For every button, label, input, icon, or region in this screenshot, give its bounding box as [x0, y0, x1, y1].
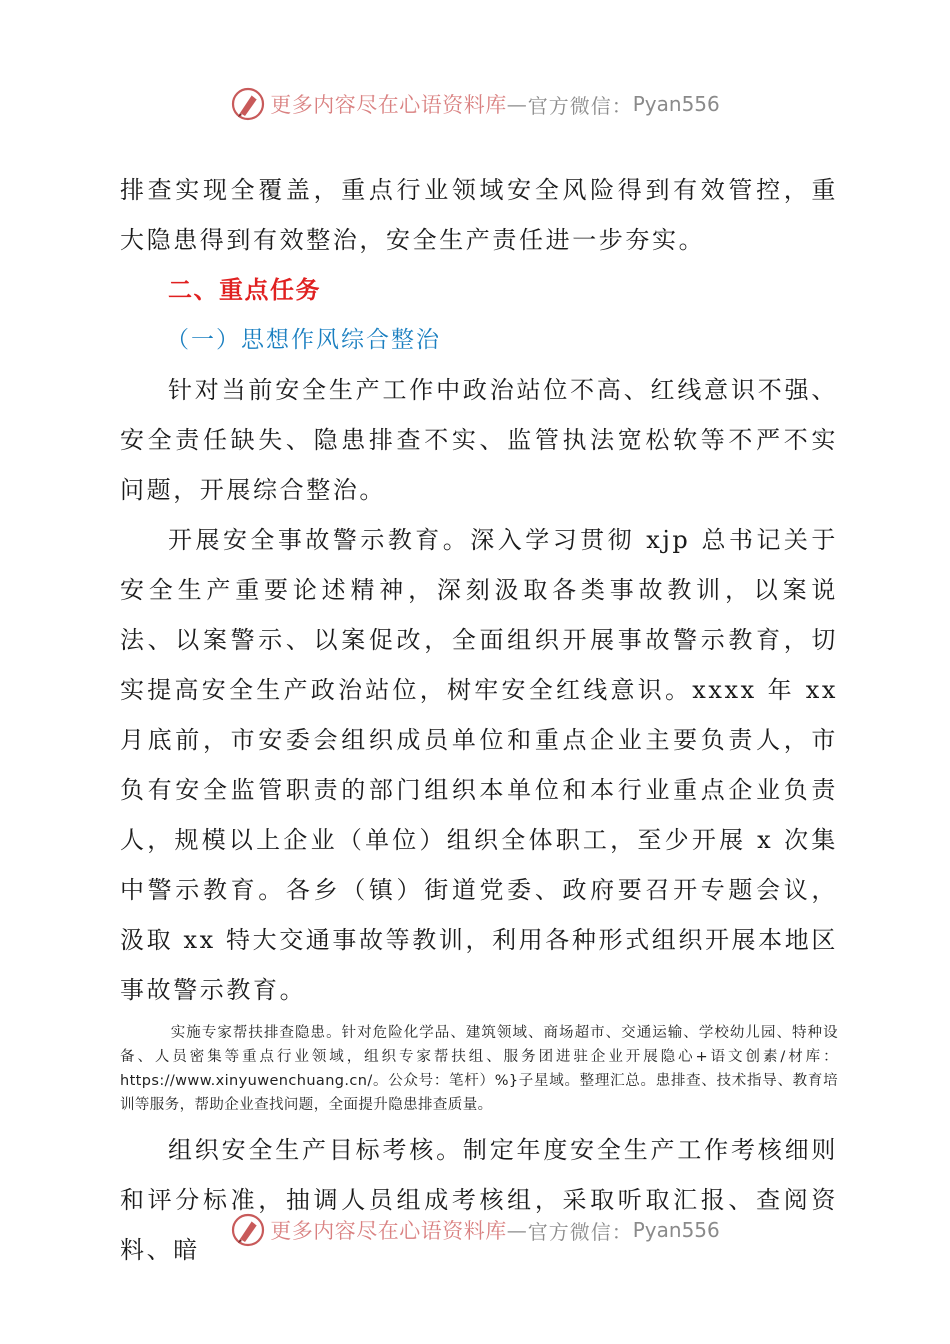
pen-nib-logo-icon: [230, 86, 266, 122]
header-watermark: [0, 84, 950, 124]
section-heading: 二、重点任务: [168, 276, 321, 304]
paragraph-intro: 针对当前安全生产工作中政治站位不高、红线意识不强、安全责任缺失、隐患排查不实、监管执法宽松软等不严不实问题，开展综合整治。: [120, 376, 838, 504]
watermark-wechat-label: 官方微信：: [527, 1219, 633, 1244]
watermark-dash: —: [506, 1218, 528, 1242]
footer-watermark: [0, 1210, 950, 1250]
watermark-wechat-id: Pyan556: [632, 1218, 720, 1242]
watermark-dash: —: [506, 92, 528, 116]
subsection-heading: （一）思想作风综合整治: [166, 327, 441, 353]
watermark-site-text: 更多内容尽在心语资料库: [270, 1219, 507, 1243]
small-note-paragraph: 实施专家帮扶排查隐患。针对危险化学品、建筑领域、商场超市、交通运输、学校幼儿园、特种设备、人员密集等重点行业领域，组织专家帮扶组、服务团进驻企业开展隐心+语文创素/材库：https://www.xinyuwenchuang.cn/。公众号：笔杆）%}子星域。整理汇总。患排查、技术指导、教育培训等服务，帮助企业查找问题，全面提升隐患排查质量。: [120, 1025, 838, 1113]
watermark-wechat-label: 官方微信：: [527, 93, 633, 118]
watermark-wechat-id: Pyan556: [632, 92, 720, 116]
pen-nib-logo-icon: [230, 1212, 266, 1248]
paragraph-assessment: 组织安全生产目标考核。制定年度安全生产工作考核细则和评分标准，抽调人员组成考核组，采取听取汇报、查阅资料、暗: [120, 1136, 838, 1264]
paragraph-warning-education: 开展安全事故警示教育。深入学习贯彻 xjp 总书记关于安全生产重要论述精神，深刻汲取各类事故教训，以案说法、以案警示、以案促改，全面组织开展事故警示教育，切实提高安全生产政治站位，树牢安全红线意识。xxxx 年 xx 月底前，市安委会组织成员单位和重点企业主要负责人，市负有安全监管职责的部门组织本单位和本行业重点企业负责人，规模以上企业（单位）组织全体职工，至少开展 x 次集中警示教育。各乡（镇）街道党委、政府要召开专题会议，汲取 xx 特大交通事故等教训，利用各种形式组织开展本地区事故警示教育。: [120, 526, 838, 1004]
watermark-site-text: 更多内容尽在心语资料库: [270, 93, 507, 117]
paragraph-continued: 排查实现全覆盖，重点行业领域安全风险得到有效管控，重大隐患得到有效整治，安全生产责任进一步夯实。: [120, 176, 838, 254]
document-body: [120, 165, 838, 1275]
